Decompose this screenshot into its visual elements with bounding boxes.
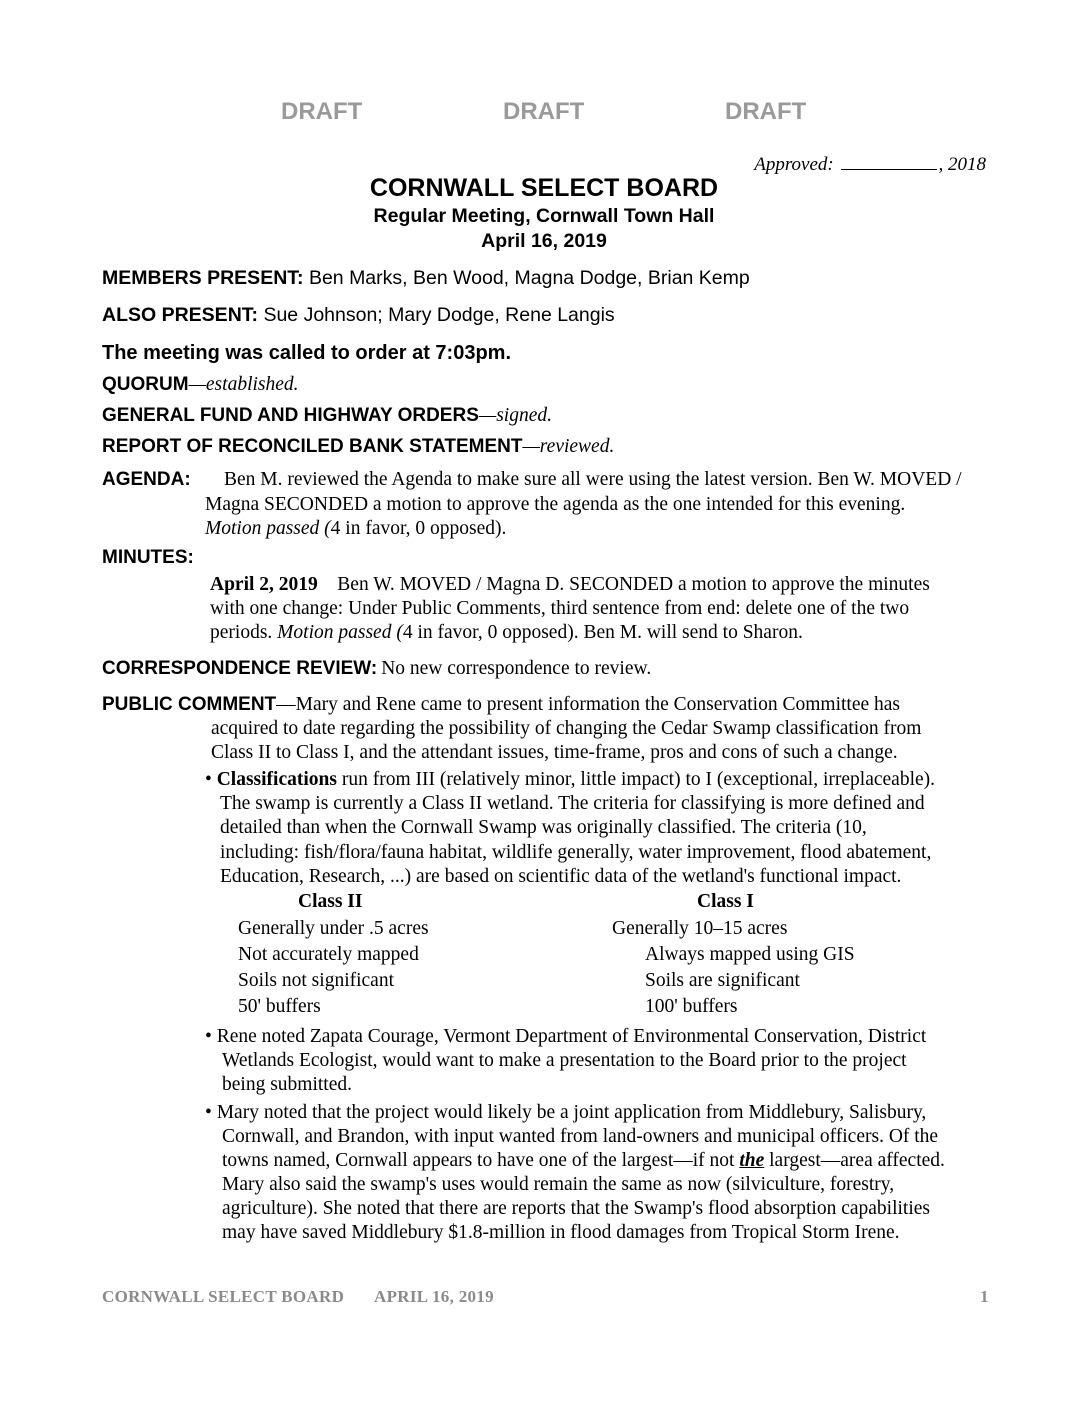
agenda-line-2: Magna SECONDED a motion to approve the agenda as the one intended for this evening. [205,494,906,515]
bullet-mary-line-4: Mary also said the swamp's uses would remain the same as now (silviculture, forestry, [222,1174,895,1195]
bullet-icon: • [205,769,212,790]
bullet-rene-line-2: Wetlands Ecologist, would want to make a presentation to the Board prior to the project [222,1050,907,1071]
minutes-periods: periods. [210,622,278,643]
bullet-icon: • [205,1102,212,1123]
page-number: 1 [980,1287,989,1306]
rene-note-text: Rene noted Zapata Courage, Vermont Department of Environmental Conservation, District [216,1026,927,1047]
approved-line [754,154,986,176]
bullet-classifications-line-3: detailed than when the Cornwall Swamp was originally classified. The criteria (10, [220,817,867,838]
mary-note-text: Mary noted that the project would likely be a joint application from Middlebury, Salisbury, [216,1102,927,1123]
approved-blank [841,155,937,170]
members-present-value: Ben Marks, Ben Wood, Magna Dodge, Brian Kemp [308,267,750,289]
quorum-label: QUORUM [102,374,189,395]
general-fund-label: GENERAL FUND AND HIGHWAY ORDERS [102,405,479,426]
bullet-mary-line-5: agriculture). She noted that there are reports that the Swamp's flood absorption capabilities [222,1198,931,1219]
public-comment-line-2: acquired to date regarding the possibility of changing the Cedar Swamp classification from [211,718,922,739]
draft-watermark-3: DRAFT [725,98,807,125]
public-comment-line-1 [102,692,1002,717]
public-comment-line-3: Class II to Class I, and the attendant issues, time-frame, pros and cons of such a change. [211,742,898,763]
document-title: CORNWALL SELECT BOARD [369,174,719,202]
also-present-label: ALSO PRESENT: [102,304,259,326]
class-2-row-4: 50' buffers [238,996,321,1017]
members-present-label: MEMBERS PRESENT: [102,267,304,289]
class-1-row-1: Generally 10–15 acres [612,918,788,939]
also-present-value: Sue Johnson; Mary Dodge, Rene Langis [263,304,615,326]
draft-watermark-1: DRAFT [281,98,363,125]
classifications-term: Classifications [216,769,337,790]
bullet-mary-line-6: may have saved Middlebury $1.8-million in flood damages from Tropical Storm Irene. [222,1222,900,1243]
bullet-mary-line-2: Cornwall, and Brandon, with input wanted from land-owners and municipal officers. Of the [222,1126,939,1147]
class-1-heading: Class I [697,891,754,912]
classifications-range: run from III (relatively minor, little impact) to I (exceptional, irreplaceable). [336,769,936,790]
footer-board-name: CORNWALL SELECT BOARD [102,1287,345,1306]
class-1-row-3: Soils are significant [645,970,800,991]
document-subtitle: Regular Meeting, Cornwall Town Hall [373,205,715,227]
bullet-icon: • [205,1026,212,1047]
bullet-mary-line-1 [205,1100,995,1125]
minutes-line-3 [210,620,990,645]
agenda-motion-passed: Motion passed ( [205,518,331,539]
minutes-motion: Ben W. MOVED / Magna D. SECONDED a motion to approve the minutes [337,574,930,595]
minutes-label: MINUTES: [102,547,194,568]
bullet-rene-line-1 [205,1024,995,1049]
class-2-row-1: Generally under .5 acres [238,918,429,939]
bank-statement-label: REPORT OF RECONCILED BANK STATEMENT [102,436,523,457]
bullet-mary-line-3 [222,1148,1002,1173]
approved-year: , 2018 [938,154,986,175]
class-1-row-4: 100' buffers [645,996,738,1017]
correspondence-label: CORRESPONDENCE REVIEW: [102,658,378,679]
quorum [102,372,299,397]
minutes-motion-passed: Motion passed ( [277,622,403,643]
meeting-date: April 16, 2019 [481,230,607,252]
minutes-vote: 4 in favor, 0 opposed). Ben M. will send to Sharon. [402,622,803,643]
general-fund-orders [102,403,552,428]
minutes-line-2: with one change: Under Public Comments, third sentence from end: delete one of the two [210,598,910,619]
also-present [102,304,615,327]
bullet-classifications-line-1 [205,767,995,792]
minutes-date: April 2, 2019 [210,574,318,595]
draft-watermark-2: DRAFT [503,98,585,125]
correspondence-review [102,656,651,681]
bullet-classifications-line-4: including: fish/flora/fauna habitat, wildlife generally, water improvement, flood abatement, [220,842,932,863]
class-1-row-2: Always mapped using GIS [645,944,855,965]
bank-statement [102,434,614,459]
public-comment-label: PUBLIC COMMENT [102,694,277,715]
approved-label: Approved: [754,154,834,175]
bullet-classifications-line-5: Education, Research, ...) are based on scientific data of the wetland's functional impact. [220,866,902,887]
class-2-row-3: Soils not significant [238,970,394,991]
bullet-rene-line-3: being submitted. [222,1074,352,1095]
call-to-order: The meeting was called to order at 7:03pm. [102,342,512,364]
mary-largest-post: largest—area affected. [764,1150,945,1171]
correspondence-value: No new correspondence to review. [381,658,652,679]
agenda-line-3 [205,516,995,541]
class-2-heading: Class II [298,891,363,912]
public-comment-text: —Mary and Rene came to present information the Conservation Committee has [276,694,900,715]
agenda-line-1: Ben M. reviewed the Agenda to make sure all were using the latest version. Ben W. MOVED / [224,469,962,490]
agenda-vote: 4 in favor, 0 opposed). [330,518,507,539]
members-present [102,267,750,290]
mary-largest-emphasis: the [739,1150,765,1171]
bank-statement-value: —reviewed. [522,436,615,457]
class-2-row-2: Not accurately mapped [238,944,419,965]
quorum-value: —established. [188,374,299,395]
minutes-line-1 [210,572,990,597]
footer-date: APRIL 16, 2019 [374,1287,494,1306]
mary-largest-pre: towns named, Cornwall appears to have one of the largest—if not [222,1150,740,1171]
general-fund-value: —signed. [478,405,552,426]
bullet-classifications-line-2: The swamp is currently a Class II wetland. The criteria for classifying is more defined and [220,793,925,814]
agenda-label: AGENDA: [102,469,191,490]
